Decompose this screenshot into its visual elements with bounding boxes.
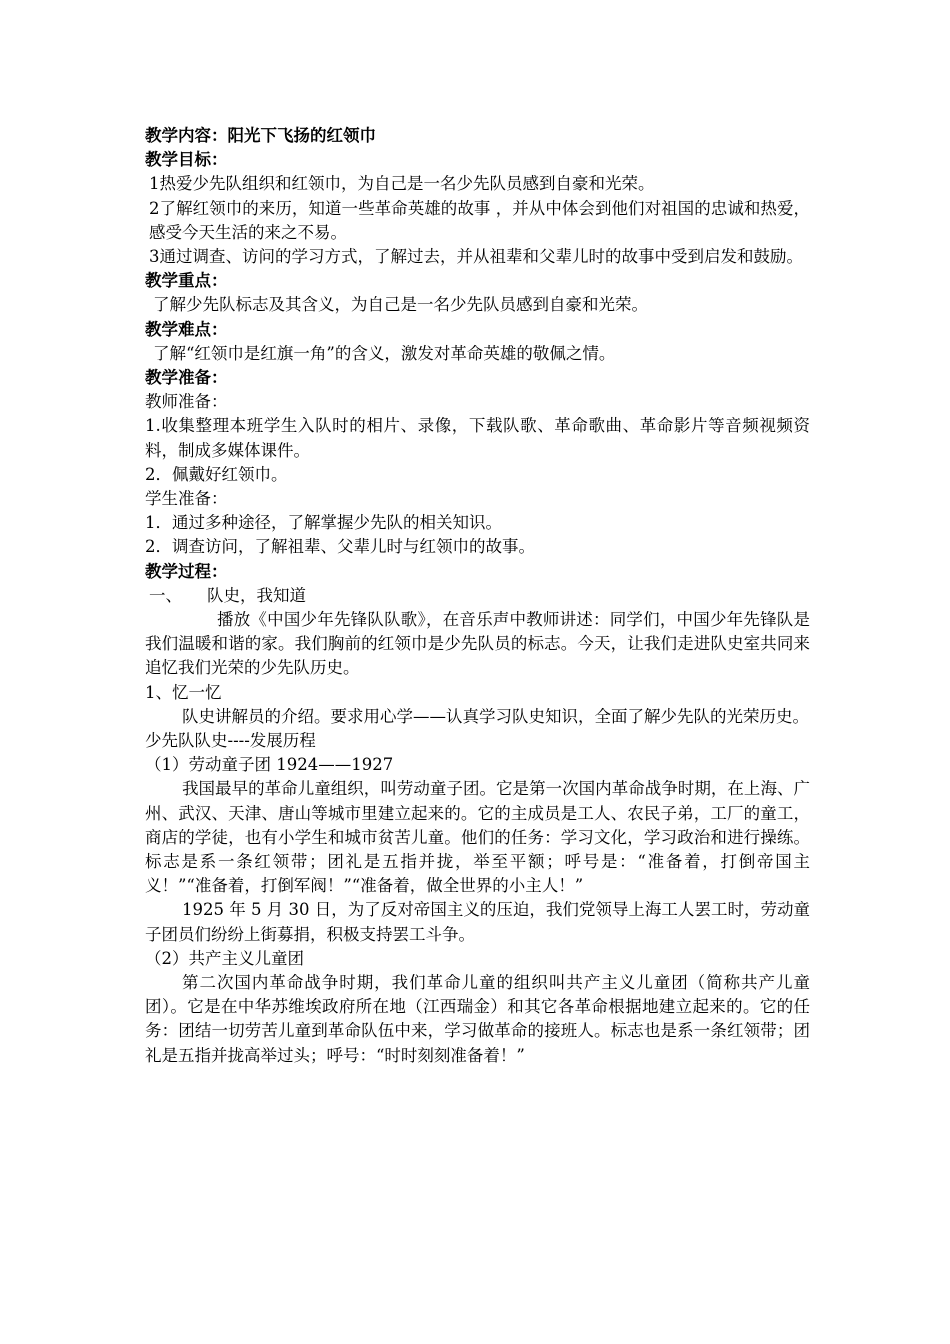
lesson-title-value: 阳光下飞扬的红领巾	[227, 126, 376, 145]
period-1-title: （1）劳动童子团 1924——1927	[145, 755, 394, 775]
teacher-prep-item-2: 2．佩戴好红领巾。	[145, 464, 288, 484]
section-1-number: 一、	[149, 585, 182, 605]
objectives-heading: 教学目标：	[145, 150, 228, 170]
preparation-heading: 教学准备：	[145, 367, 228, 387]
lesson-title-label: 教学内容：	[145, 126, 228, 145]
subsection-1-title: 1、忆一忆	[145, 682, 222, 702]
objective-item-2: 2了解红领巾的来历，知道一些革命英雄的故事 ，并从中体会到他们对祖国的忠诚和热爱，感受今天生活的来之不易。	[149, 198, 810, 242]
key-points-text: 了解少先队标志及其含义，为自己是一名少先队员感到自豪和光荣。	[153, 295, 648, 315]
student-prep-label: 学生准备：	[145, 488, 228, 508]
key-points-heading: 教学重点：	[145, 271, 228, 291]
subsection-1-text: 队史讲解员的介绍。要求用心学——认真学习队史知识，全面了解少先队的光荣历史。	[182, 706, 809, 726]
objective-item-3: 3通过调查、访问的学习方式，了解过去，并从祖辈和父辈儿时的故事中受到启发和鼓励。	[149, 246, 803, 266]
section-1-intro: 播放《中国少年先锋队队歌》，在音乐声中教师讲述：同学们，中国少年先锋队是我们温暖和谐的家。我们胸前的红领巾是少先队员的标志。今天，让我们走进队史室共同来追忆我们光荣的少先队历史。	[145, 609, 810, 678]
document-page	[145, 124, 810, 1068]
teacher-prep-label: 教师准备：	[145, 392, 228, 412]
section-1-title	[145, 584, 810, 608]
difficulties-text: 了解“红领巾是红旗一角”的含义，激发对革命英雄的敬佩之情。	[153, 343, 616, 363]
teacher-prep-item-1: 1.收集整理本班学生入队时的相片、录像，下载队歌、革命歌曲、革命影片等音频视频资料，制成多媒体课件。	[145, 416, 810, 460]
student-prep-item-1: 1．通过多种途径，了解掌握少先队的相关知识。	[145, 513, 502, 533]
period-2-title: （2）共产主义儿童团	[145, 948, 304, 968]
section-1-title-text: 队史，我知道	[207, 585, 306, 605]
objective-item-1: 1热爱少先队组织和红领巾，为自己是一名少先队员感到自豪和光荣。	[149, 174, 655, 194]
difficulties-heading: 教学难点：	[145, 319, 228, 339]
lesson-title	[145, 124, 810, 148]
period-2-para-1: 第二次国内革命战争时期，我们革命儿童的组织叫共产主义儿童团（简称共产儿童团）。它是在中华苏维埃政府所在地（江西瑞金）和其它各革命根据地建立起来的。它的任务：团结一切劳苦儿童到革命队伍中来，学习做革命的接班人。标志也是系一条红领带；团礼是五指并拢高举过头；呼号：“时时刻刻准备着！”	[145, 972, 810, 1065]
process-heading: 教学过程：	[145, 561, 228, 581]
period-1-para-1: 我国最早的革命儿童组织，叫劳动童子团。它是第一次国内革命战争时期，在上海、广州、武汉、天津、唐山等城市里建立起来的。它的主成员是工人、农民子弟，工厂的童工，商店的学徒，也有小学生和城市贫苦儿童。他们的任务：学习文化，学习政治和进行操练。标志是系一条红领带；团礼是五指并拢，举至平额；呼号是：“准备着，打倒帝国主义！”“准备着，打倒军阀！”“准备着，做全世界的小主人！”	[145, 779, 810, 896]
history-title: 少先队队史----发展历程	[145, 730, 316, 750]
student-prep-item-2: 2．调查访问，了解祖辈、父辈儿时与红领巾的故事。	[145, 537, 535, 557]
period-1-para-2: 1925 年 5 月 30 日，为了反对帝国主义的压迫，我们党领导上海工人罢工时，劳动童子团员们纷纷上街募捐，积极支持罢工斗争。	[145, 900, 810, 944]
